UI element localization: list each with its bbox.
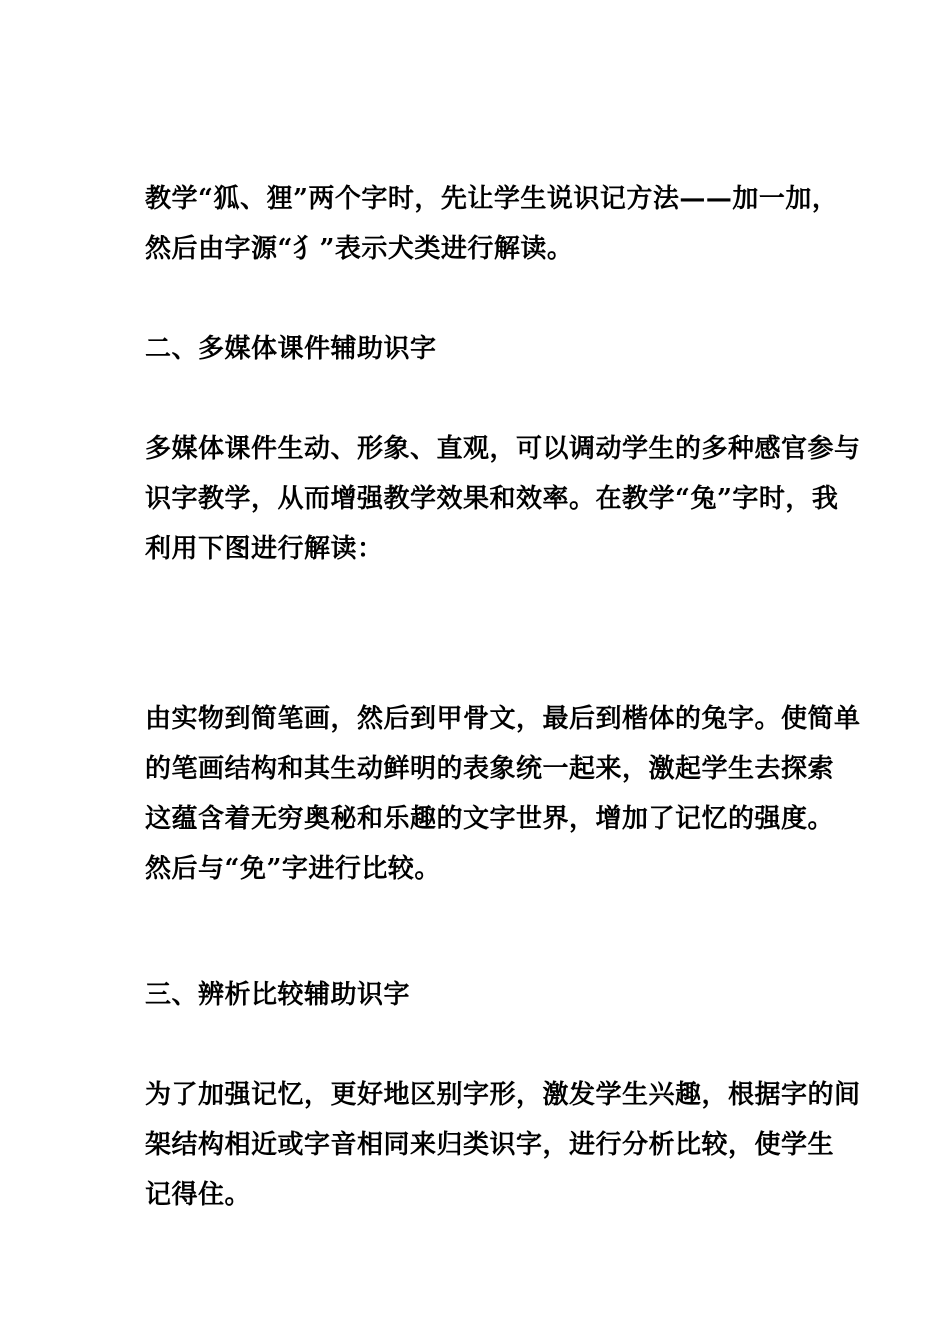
text-line: 然后与“免”字进行比较。 <box>145 854 441 884</box>
text-line: 架结构相近或字音相同来归类识字，进行分析比较，使学生 <box>145 1130 835 1160</box>
text-line: 多媒体课件生动、形象、直观，可以调动学生的多种感官参与 <box>145 434 861 464</box>
paragraph-comparison <box>145 1070 861 1220</box>
paragraph-fox-characters <box>145 174 839 274</box>
paragraph-multimedia <box>145 424 861 574</box>
paragraph-rabbit-evolution <box>145 694 861 894</box>
text-line: 由实物到简笔画，然后到甲骨文，最后到楷体的兔字。使简单 <box>145 704 861 734</box>
section-heading-multimedia: 二、多媒体课件辅助识字 <box>145 334 437 364</box>
text-line: 这蕴含着无穷奥秘和乐趣的文字世界，增加了记忆的强度。 <box>145 804 835 834</box>
section-heading-comparison: 三、辨析比较辅助识字 <box>145 980 411 1010</box>
image-placeholder-rabbit-figure <box>145 580 815 690</box>
text-line: 教学“狐、狸”两个字时，先让学生说识记方法——加一加， <box>145 184 839 214</box>
text-line: 的笔画结构和其生动鲜明的表象统一起来，激起学生去探索 <box>145 754 835 784</box>
text-line: 然后由字源“犭”表示犬类进行解读。 <box>145 234 574 264</box>
text-line: 利用下图进行解读： <box>145 534 384 564</box>
text-line: 记得住。 <box>145 1180 252 1210</box>
text-line: 为了加强记忆，更好地区别字形，激发学生兴趣，根据字的间 <box>145 1080 861 1110</box>
text-line: 识字教学，从而增强教学效果和效率。在教学“兔”字时，我 <box>145 484 839 514</box>
